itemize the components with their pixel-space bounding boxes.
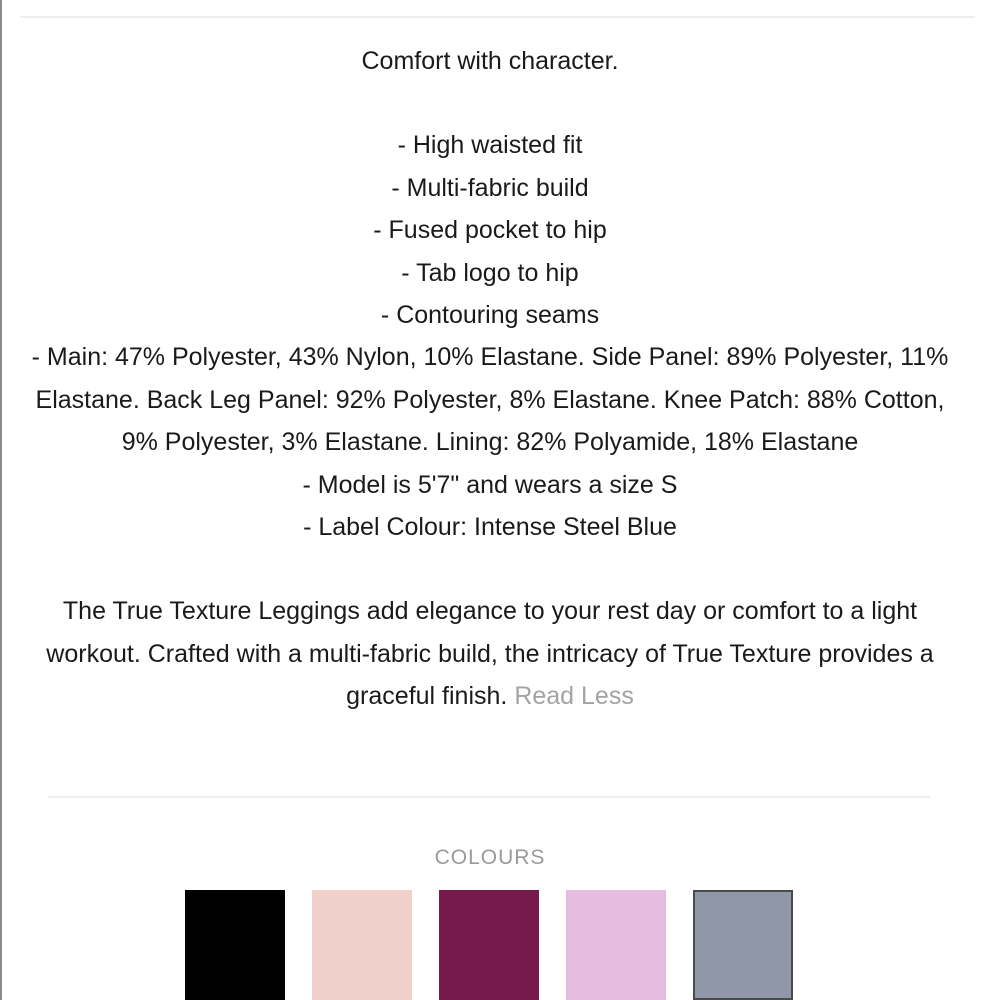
product-description [30, 40, 950, 718]
colour-swatch-pale-pink[interactable] [312, 890, 412, 1000]
feature-list [30, 124, 950, 548]
top-divider [20, 16, 975, 18]
feature-item: - Multi-fabric build [391, 173, 589, 202]
description-tagline: Comfort with character. [361, 47, 619, 75]
feature-item: - Contouring seams [380, 301, 600, 330]
summary-text: The True Texture Leggings add elegance to your rest day or comfort to a light workout. Crafted with a multi-fabric build, the intricacy of True Texture provides a graceful finish. [46, 597, 934, 711]
colour-swatch-steel-blue[interactable] [693, 890, 793, 1000]
colours-heading: COLOURS [434, 846, 546, 869]
section-divider [48, 796, 930, 798]
model-size-info: - Model is 5'7" and wears a size S [302, 470, 678, 499]
feature-item: - Tab logo to hip [401, 258, 579, 287]
read-less-link[interactable]: Read Less [514, 682, 634, 711]
fabric-composition: - Main: 47% Polyester, 43% Nylon, 10% Elastane. Side Panel: 89% Polyester, 11% Elastane. Back Leg Panel: 92% Polyester, 8% Elastane. Knee Patch: 88% Cotton, 9% Polyester, 3% Elastane. Lining: 82% Polyamide, 18% Elastane [31, 343, 949, 457]
feature-item: - Fused pocket to hip [373, 216, 607, 245]
label-colour-info: - Label Colour: Intense Steel Blue [303, 513, 677, 542]
colour-swatch-black[interactable] [185, 890, 285, 1000]
colour-swatch-plum[interactable] [439, 890, 539, 1000]
colour-swatch-lilac[interactable] [566, 890, 666, 1000]
description-summary [30, 590, 950, 717]
feature-item: - High waisted fit [397, 131, 583, 160]
